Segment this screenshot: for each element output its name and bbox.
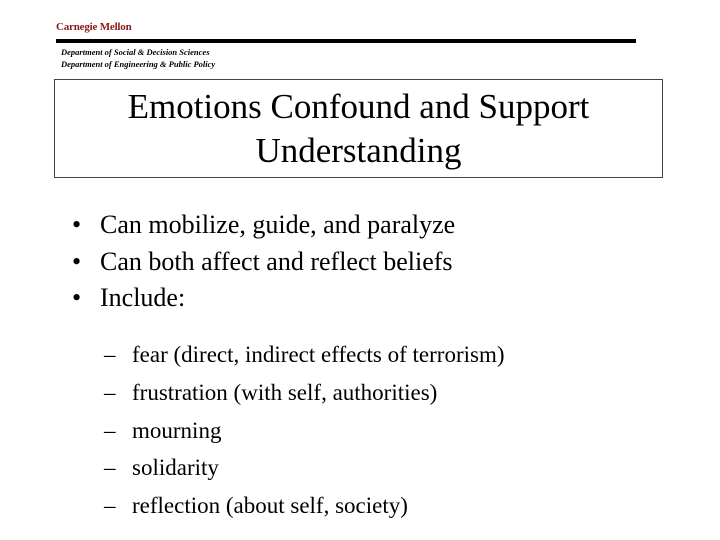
bullet-text-2: Can both affect and reflect beliefs bbox=[100, 246, 453, 276]
bullet-list bbox=[72, 207, 455, 317]
department-line-1: Department of Social & Decision Sciences bbox=[61, 47, 210, 57]
carnegie-mellon-logo: Carnegie Mellon bbox=[56, 21, 132, 33]
dash-icon: – bbox=[104, 342, 116, 367]
sub-bullet-item-4 bbox=[104, 449, 505, 487]
sub-bullet-text-5: reflection (about self, society) bbox=[132, 493, 408, 519]
bullet-text-1: Can mobilize, guide, and paralyze bbox=[100, 210, 456, 239]
sub-bullet-text-2: frustration (with self, authorities) bbox=[132, 379, 438, 405]
bullet-icon: • bbox=[72, 283, 82, 312]
slide-title-line-1: Emotions Confound and Support bbox=[127, 86, 590, 126]
dash-icon: – bbox=[104, 417, 116, 443]
sub-bullet-item-1 bbox=[104, 336, 505, 374]
sub-bullet-text-3: mourning bbox=[132, 417, 222, 443]
sub-bullet-item-2 bbox=[104, 374, 505, 412]
bullet-item-2 bbox=[72, 244, 455, 281]
bullet-item-1 bbox=[72, 207, 455, 244]
bullet-icon: • bbox=[72, 210, 82, 239]
dash-icon: – bbox=[104, 493, 116, 519]
dash-icon: – bbox=[104, 455, 116, 481]
slide-title-line-2: Understanding bbox=[255, 130, 462, 170]
department-line-2: Department of Engineering & Public Policy bbox=[61, 59, 216, 69]
header-rule bbox=[56, 39, 636, 43]
sub-bullet-item-3 bbox=[104, 412, 505, 450]
dash-icon: – bbox=[104, 379, 116, 405]
sub-bullet-text-1: fear (direct, indirect effects of terrorism) bbox=[132, 342, 505, 367]
slide-title-box bbox=[54, 79, 663, 178]
sub-bullet-text-4: solidarity bbox=[132, 455, 219, 481]
bullet-item-3 bbox=[72, 280, 455, 317]
sub-bullet-item-5 bbox=[104, 487, 505, 525]
sub-bullet-list bbox=[104, 336, 505, 525]
slide-title bbox=[55, 85, 662, 173]
bullet-text-3: Include: bbox=[100, 283, 186, 312]
bullet-icon: • bbox=[72, 246, 82, 276]
